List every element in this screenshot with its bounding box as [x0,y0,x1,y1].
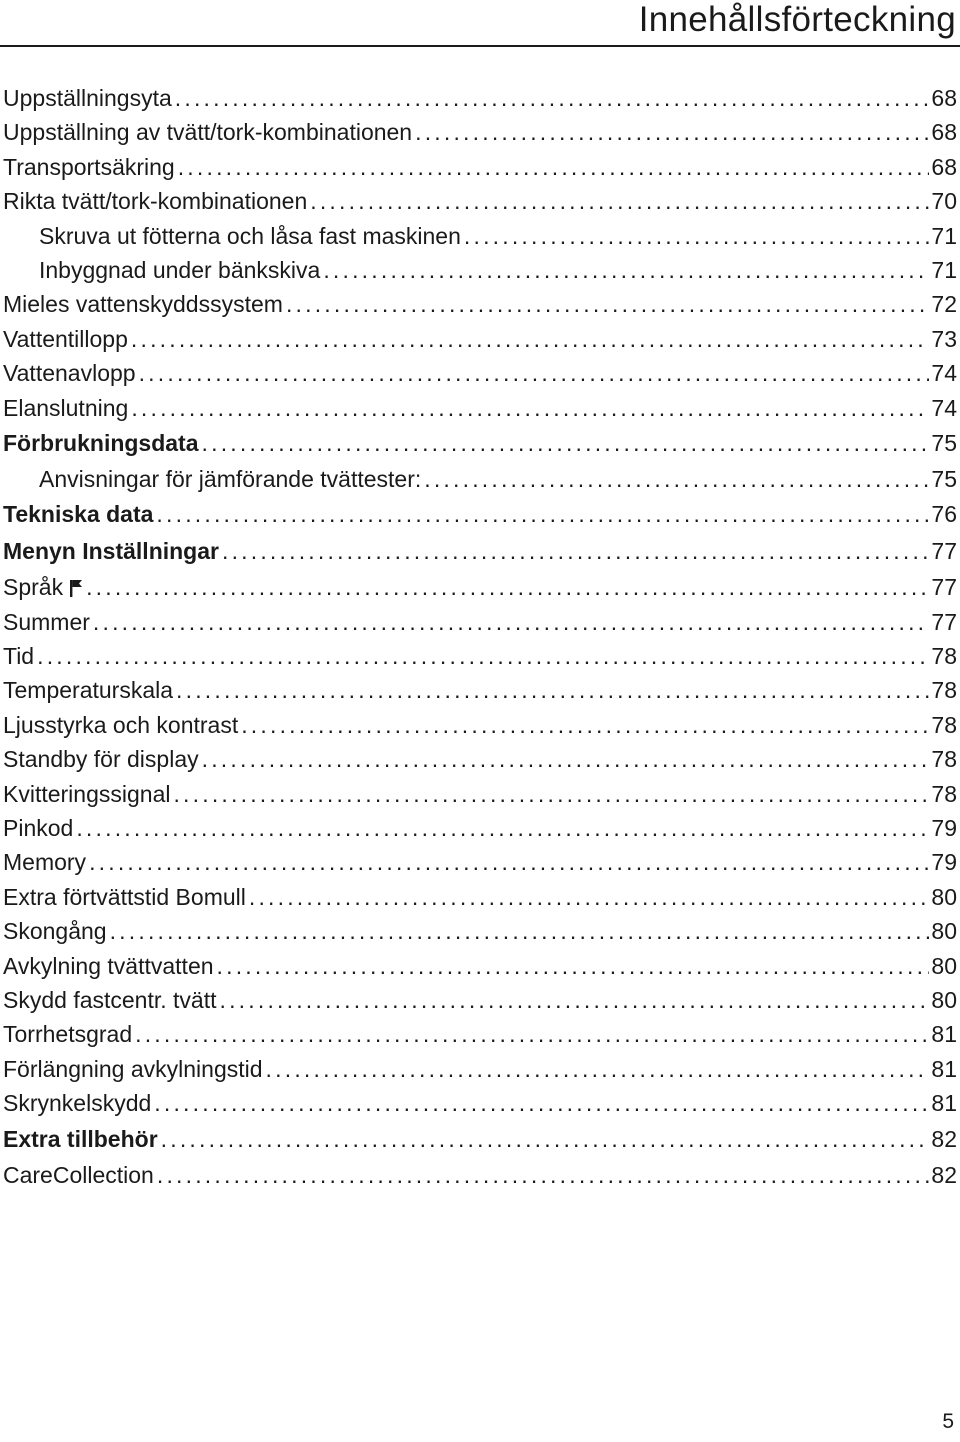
toc-entry[interactable] [3,708,957,742]
toc-entry-text: Pinkod [3,815,74,842]
toc-page-number: 77 [931,538,957,565]
toc-dot-leader [76,811,929,845]
toc-entry-text: Uppställning av tvätt/tork-kombinationen [3,119,413,146]
toc-entry-label [3,639,37,673]
toc-entry-text: Ljusstyrka och kontrast [3,711,239,738]
toc-dot-leader [202,425,930,462]
toc-entry-label [3,496,156,533]
toc-page-number: 78 [931,746,957,773]
toc-entry-text: Avkylning tvättvatten [3,952,214,979]
toc-entry-text: Rikta tvätt/tork-kombinationen [3,188,308,215]
toc-page-number: 74 [931,360,957,387]
toc-page-number: 75 [931,429,957,456]
toc-entry[interactable] [3,914,957,948]
toc-entry[interactable] [3,845,957,879]
toc-entry-text: Uppställningsyta [3,85,172,111]
toc-page-number: 81 [931,1055,957,1082]
toc-page-number: 80 [931,883,957,910]
toc-page-number: 79 [931,815,957,842]
toc-entry-label [3,150,178,184]
toc-entry-label [3,605,93,639]
toc-dot-leader [131,322,930,356]
toc-entry-label [3,356,139,390]
toc-entry-text: Tekniska data [3,501,154,528]
toc-page-number: 77 [931,608,957,635]
toc-entry-label [3,81,175,115]
toc-entry-label [3,570,86,604]
toc-dot-leader [110,914,930,948]
toc-dot-leader [154,1086,929,1120]
toc-entry-label [3,322,131,356]
toc-page-number: 82 [931,1125,957,1152]
toc-entry[interactable] [3,462,957,496]
toc-dot-leader [176,673,929,707]
toc-entry-text: Förlängning avkylningstid [3,1055,263,1082]
toc-page-number: 79 [931,849,957,876]
toc-page-number: 73 [931,325,957,352]
toc-dot-leader [222,533,929,570]
toc-entry[interactable] [3,1086,957,1120]
flag-icon [69,579,83,597]
toc-entry-text: CareCollection [3,1161,154,1188]
toc-entry-label [3,462,424,496]
page-number: 5 [942,1410,954,1433]
toc-entry-label [3,1052,266,1086]
toc-page-number: 72 [931,291,957,318]
toc-entry[interactable] [3,605,957,639]
toc-entry[interactable] [3,533,957,570]
toc-entry[interactable] [3,425,957,462]
toc-entry[interactable] [3,391,957,425]
toc-entry-text: Menyn Inställningar [3,538,219,565]
toc-entry[interactable] [3,81,957,115]
toc-entry[interactable] [3,949,957,983]
toc-dot-leader [175,81,930,115]
toc-dot-leader [310,184,929,218]
toc-entry-label [3,533,222,570]
toc-page-number: 81 [931,1021,957,1048]
toc-entry[interactable] [3,880,957,914]
toc-page-number: 70 [931,188,957,215]
toc-page-number: 82 [931,1161,957,1188]
toc-page-number: 80 [931,952,957,979]
toc-entry-text: Vattentillopp [3,325,128,352]
toc-entry-label [3,115,415,149]
toc-dot-leader [202,742,930,776]
toc-entry[interactable] [3,322,957,356]
toc-dot-leader [135,1017,929,1051]
toc-entry-text: Skydd fastcentr. tvätt [3,986,217,1013]
toc-dot-leader [173,777,929,811]
toc-entry-text: Skruva ut fötterna och låsa fast maskinen [39,222,461,249]
toc-entry[interactable] [3,1052,957,1086]
toc-entry-text: Extra tillbehör [3,1125,158,1152]
toc-entry-label [3,219,464,253]
toc-page-number: 75 [931,465,957,492]
toc-entry-text: Förbrukningsdata [3,429,199,456]
toc-page-number: 71 [931,222,957,249]
toc-entry[interactable] [3,639,957,673]
toc-entry-text: Torrhetsgrad [3,1021,133,1048]
toc-entry-label [3,914,110,948]
toc-entry[interactable] [3,1158,957,1192]
toc-dot-leader [131,391,929,425]
toc-entry-label [3,673,176,707]
toc-entry-label [3,1121,161,1158]
toc-dot-leader [464,219,930,253]
toc-dot-leader [286,287,929,321]
toc-page-number: 68 [931,119,957,146]
toc-entry[interactable] [3,777,957,811]
toc-entry-text: Skongång [3,918,107,945]
toc-page-number: 68 [931,153,957,180]
toc-entry-label [3,425,202,462]
toc-entry-label [3,983,220,1017]
toc-entry[interactable] [3,570,957,604]
toc-dot-leader [86,570,929,604]
toc-dot-leader [139,356,930,390]
toc-dot-leader [178,150,930,184]
toc-entry-text: Tid [3,643,35,670]
toc-page-number: 78 [931,643,957,670]
toc-page-number: 78 [931,677,957,704]
toc-page-number: 77 [931,574,957,601]
toc-entry[interactable] [3,356,957,390]
toc-entry-text: Memory [3,849,87,876]
toc-entry[interactable] [3,1121,957,1158]
toc-dot-leader [37,639,929,673]
table-of-contents [3,81,957,1192]
toc-dot-leader [415,115,929,149]
toc-page-number: 68 [931,85,957,111]
toc-entry-text: Språk [3,574,64,601]
toc-entry-label [3,287,286,321]
toc-dot-leader [249,880,930,914]
toc-entry-text: Skrynkelskydd [3,1090,152,1117]
toc-entry[interactable] [3,253,957,287]
toc-entry-label [3,708,241,742]
toc-entry[interactable] [3,742,957,776]
toc-entry-label [3,391,131,425]
toc-entry-label [3,184,310,218]
toc-entry-text: Vattenavlopp [3,360,136,387]
toc-entry-text: Kvitteringssignal [3,780,171,807]
toc-dot-leader [89,845,929,879]
toc-entry[interactable] [3,1017,957,1051]
toc-dot-leader [241,708,929,742]
toc-entry[interactable] [3,184,957,218]
toc-entry-label [3,845,89,879]
toc-page-number: 78 [931,711,957,738]
toc-page-number: 81 [931,1090,957,1117]
toc-page-number: 78 [931,780,957,807]
toc-entry-text: Inbyggnad under bänkskiva [39,256,321,283]
toc-entry[interactable] [3,150,957,184]
toc-entry-label [3,742,202,776]
toc-entry-text: Elanslutning [3,394,129,421]
page-title: Innehållsförteckning [638,0,956,39]
toc-entry[interactable] [3,115,957,149]
toc-entry-label [3,1017,135,1051]
toc-dot-leader [424,462,929,496]
toc-entry[interactable] [3,983,957,1017]
toc-dot-leader [161,1121,930,1158]
toc-dot-leader [220,983,930,1017]
toc-entry[interactable] [3,811,957,845]
toc-dot-leader [157,1158,930,1192]
toc-entry-label [3,1086,154,1120]
toc-entry-text: Anvisningar för jämförande tvättester: [39,465,422,492]
toc-entry[interactable] [3,673,957,707]
toc-entry-text: Summer [3,608,90,635]
toc-dot-leader [266,1052,930,1086]
toc-dot-leader [156,496,929,533]
toc-entry-text: Temperaturskala [3,677,174,704]
toc-entry[interactable] [3,496,957,533]
toc-dot-leader [323,253,929,287]
toc-entry-label [3,1158,157,1192]
toc-entry[interactable] [3,287,957,321]
toc-entry-label [3,777,173,811]
toc-entry-label [3,253,323,287]
toc-entry[interactable] [3,219,957,253]
toc-page-number: 76 [931,501,957,528]
toc-page-number: 74 [931,394,957,421]
toc-page-number: 80 [931,918,957,945]
toc-entry-text: Mieles vattenskyddssystem [3,291,283,318]
toc-page-number: 80 [931,986,957,1013]
toc-entry-label [3,880,249,914]
toc-dot-leader [93,605,930,639]
toc-entry-label [3,811,76,845]
title-rule [0,45,960,47]
toc-page-number: 71 [931,256,957,283]
toc-dot-leader [217,949,930,983]
toc-entry-text: Transportsäkring [3,153,175,180]
toc-entry-text: Standby för display [3,746,199,773]
toc-entry-text: Extra förtvättstid Bomull [3,883,246,910]
toc-entry-label [3,949,217,983]
